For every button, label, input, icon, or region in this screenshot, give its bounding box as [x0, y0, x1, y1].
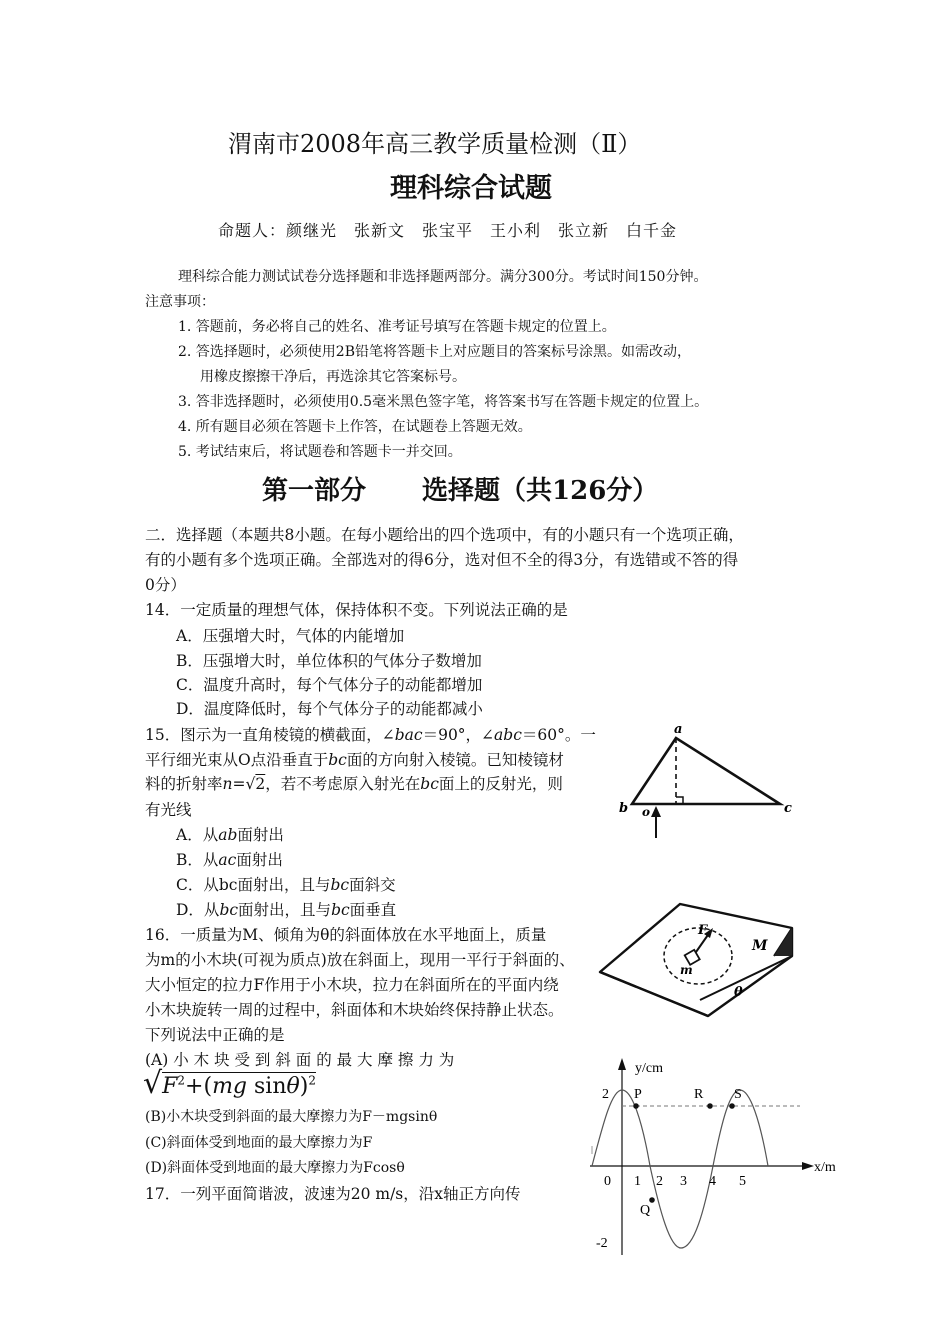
x-axis-label: x/m [814, 1160, 836, 1175]
formula-exp: 2 [177, 1073, 186, 1088]
point-p [633, 1103, 639, 1109]
sqrt-symbol: √ [245, 775, 256, 793]
q15-face: bc [219, 901, 239, 919]
q16-option-d: (D)斜面体受到地面的最大摩擦力为Fcosθ [145, 1160, 405, 1176]
q15-face: bc [331, 901, 350, 919]
notice-item-2: 2. 答选择题时，必须使用2B铅笔将答题卡上对应题目的答案标号涂黑。如需改动， [178, 344, 692, 360]
q15-text: 面射出 [237, 826, 284, 844]
q14-option-a: A．压强增大时，气体的内能增加 [176, 627, 405, 645]
q15-face: ab [218, 826, 238, 844]
q15-text: 15．图示为一直角棱镜的横截面，∠ [145, 726, 395, 744]
instructions-line-2: 有的小题有多个选项正确。全部选对的得6分，选对但不全的得3分，有选错或不答的得 [145, 551, 739, 569]
q15-option-a [176, 823, 284, 845]
x-axis-arrow-icon [802, 1162, 814, 1170]
incline-outline [600, 904, 792, 1016]
y-tick-neg2: -2 [596, 1236, 608, 1251]
notice-item-2-cont: 用橡皮擦擦干净后，再选涂其它答案标号。 [200, 369, 466, 385]
q15-text: C．从bc面射出，且与 [176, 876, 331, 894]
notice-item-3: 3. 答非选择题时，必须使用0.5毫米黑色签字笔，将答案书写在答题卡规定的位置上。 [178, 394, 709, 410]
formula-mg: mg [212, 1074, 248, 1099]
label-theta: θ [734, 985, 743, 1000]
q15-text: 面斜交 [349, 876, 396, 894]
section-heading [262, 470, 658, 507]
exam-title: 渭南市2008年高三教学质量检测（Ⅱ） [228, 130, 642, 158]
label-b: b [619, 801, 629, 816]
q15-option-b [176, 848, 283, 870]
q16-line-2: 为m的小木块(可视为质点)放在斜面上，现用一平行于斜面的、 [145, 951, 575, 969]
incline-bottom-edge [600, 972, 708, 1016]
q14-option-d: D．温度降低时，每个气体分子的动能都减小 [176, 700, 483, 718]
sqrt-symbol: √ [143, 1066, 163, 1101]
label-f: F [698, 923, 708, 938]
q15-text: 面垂直 [349, 901, 397, 919]
q16-option-a: (A) 小 木 块 受 到 斜 面 的 最 大 摩 擦 力 为 [145, 1051, 455, 1069]
instructions-line-3: 0分） [145, 576, 186, 594]
wave-curve [592, 1090, 768, 1248]
label-c: c [784, 801, 792, 816]
point-q [649, 1197, 655, 1203]
q15-face-bc: bc [420, 775, 439, 793]
q16-option-c: (C)斜面体受到地面的最大摩擦力为F [145, 1135, 373, 1151]
y-tick-2: 2 [602, 1087, 609, 1102]
q16-formula [143, 1066, 316, 1101]
point-r [707, 1103, 713, 1109]
label-q: Q [640, 1203, 651, 1218]
q15-face: bc [330, 876, 350, 894]
q15-text: D．从 [176, 901, 220, 919]
label-p: P [634, 1087, 642, 1102]
formula-sin: sin [254, 1074, 287, 1099]
q14-option-b: B．压强增大时，单位体积的气体分子数增加 [176, 652, 482, 670]
label-a: a [674, 722, 683, 737]
q15-option-d [176, 898, 396, 920]
arrow-head-icon [651, 806, 661, 817]
label-r: R [694, 1087, 704, 1102]
y-axis-label: y/cm [635, 1061, 663, 1076]
q15-angle-bac: bac [394, 726, 423, 744]
q16-line-5: 下列说法中正确的是 [145, 1026, 285, 1044]
q15-angle-abc: abc [494, 726, 522, 744]
q15-text: ＝90°，∠ [422, 726, 495, 744]
q15-eq: = [232, 775, 246, 793]
q15-text: 面的方向射入棱镜。已知棱镜材 [346, 751, 564, 769]
q15-text: 料的折射率 [145, 775, 223, 793]
x-tick-1: 1 [634, 1174, 641, 1189]
q15-face-bc: bc [328, 751, 347, 769]
exam-subtitle: 理科综合试题 [390, 173, 552, 204]
notice-title: 注意事项： [145, 294, 215, 310]
point-s [729, 1103, 735, 1109]
label-big-m: M [752, 938, 768, 954]
section-name: 选择题（共126分） [422, 476, 659, 506]
q16-line-3: 大小恒定的拉力F作用于小木块，拉力在斜面所在的平面内绕 [145, 976, 559, 994]
label-small-m: m [680, 963, 693, 977]
section-part: 第一部分 [262, 476, 367, 506]
q15-text: 面射出，且与 [238, 901, 332, 919]
incline-base-edge [700, 956, 792, 1000]
wave-figure [560, 1050, 850, 1260]
notice-item-5: 5. 考试结束后，将试题卷和答题卡一并交回。 [178, 444, 462, 460]
q15-line-1 [145, 723, 596, 745]
intro-line: 理科综合能力测试试卷分选择题和非选择题两部分。满分300分。考试时间150分钟。 [178, 269, 708, 285]
q15-text: B．从 [176, 851, 219, 869]
formula-theta: θ [286, 1074, 300, 1099]
x-tick-5: 5 [739, 1174, 746, 1189]
q15-face: ac [218, 851, 237, 869]
q15-line-3 [145, 772, 563, 794]
label-s: S [734, 1087, 742, 1102]
x-tick-3: 3 [680, 1174, 687, 1189]
x-tick-2: 2 [656, 1174, 663, 1189]
formula-f: F [162, 1074, 178, 1099]
y-axis-arrow-icon [618, 1058, 626, 1070]
label-o: o [642, 805, 651, 819]
instructions-line-1: 二．选择题（本题共8小题。在每小题给出的四个选项中，有的小题只有一个选项正确， [145, 526, 744, 544]
q17-line-1: 17．一列平面简谐波，波速为20 m/s，沿x轴正方向传 [145, 1185, 521, 1203]
q15-text: ＝60°。一 [521, 726, 596, 744]
q15-line-4: 有光线 [145, 801, 192, 819]
prism-figure [612, 718, 812, 843]
formula-paren: ) [299, 1074, 309, 1099]
formula-plus: +( [185, 1074, 213, 1099]
notice-item-4: 4. 所有题目必须在答题卡上作答，在试题卷上答题无效。 [178, 419, 532, 435]
q16-line-4: 小木块旋转一周的过程中，斜面体和木块始终保持静止状态。 [145, 1001, 564, 1019]
q15-text: ，若不考虑原入射光在 [265, 775, 421, 793]
q15-line-2 [145, 748, 564, 770]
incline-figure [592, 896, 802, 1020]
formula-exp: 2 [308, 1073, 316, 1088]
authors-line: 命题人：颜继光 张新文 张宝平 王小利 张立新 白千金 [218, 221, 678, 240]
q15-text: A．从 [176, 826, 219, 844]
q15-text: 面射出 [236, 851, 283, 869]
q14-stem: 14．一定质量的理想气体，保持体积不变。下列说法正确的是 [145, 601, 568, 619]
q14-option-c: C．温度升高时，每个气体分子的动能都增加 [176, 676, 483, 694]
q15-sqrt-value: 2 [255, 775, 266, 793]
q15-text: 平行细光束从O点沿垂直于 [145, 751, 329, 769]
prism-triangle [632, 738, 780, 804]
notice-item-1: 1. 答题前，务必将自己的姓名、准考证号填写在答题卡规定的位置上。 [178, 319, 616, 335]
q16-option-b: (B)小木块受到斜面的最大摩擦力为F－mgsinθ [145, 1109, 438, 1125]
x-tick-4: 4 [709, 1174, 716, 1189]
q15-n: n [222, 775, 233, 793]
q15-text: 面上的反射光，则 [438, 775, 563, 793]
q16-line-1: 16．一质量为M、倾角为θ的斜面体放在水平地面上，质量 [145, 926, 547, 944]
x-tick-0: 0 [604, 1174, 611, 1189]
q15-option-c [176, 873, 396, 895]
